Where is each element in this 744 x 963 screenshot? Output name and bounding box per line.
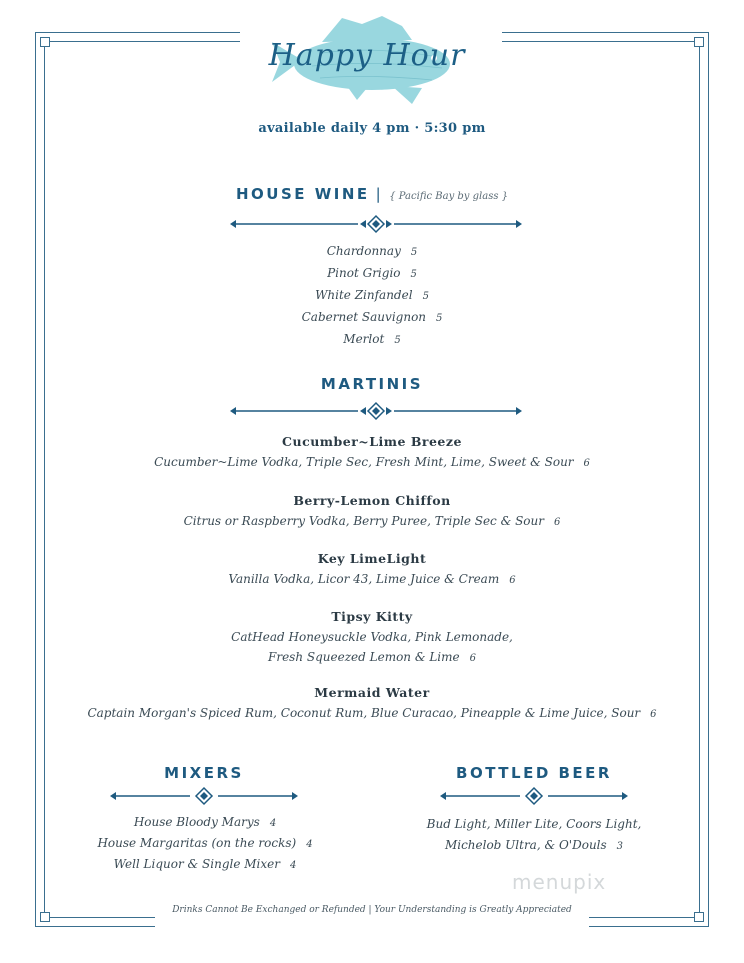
cocktail-item xyxy=(0,549,744,589)
cocktail-item xyxy=(0,607,744,667)
cocktail-desc: Vanilla Vodka, Licor 43, Lime Juice & Cream 6 xyxy=(228,572,516,586)
list-item: Well Liquor & Single Mixer 4 xyxy=(113,857,297,871)
corner-ornament-tl xyxy=(40,37,50,47)
footer-disclaimer: Drinks Cannot Be Exchanged or Refunded | Your Understanding is Greatly Appreciated xyxy=(172,905,572,915)
ornament-divider xyxy=(228,214,524,234)
beer-line-1: Bud Light, Miller Lite, Coors Light, xyxy=(426,817,642,831)
cocktail-name: Key LimeLight xyxy=(317,551,427,566)
bottled-beer-list xyxy=(404,814,664,856)
availability-text: available daily 4 pm · 5:30 pm xyxy=(258,121,486,136)
logo-title: Happy Hour xyxy=(268,38,466,73)
list-item: White Zinfandel 5 xyxy=(315,288,429,302)
mixers-heading: MIXERS xyxy=(164,764,244,782)
ornament-divider xyxy=(438,786,630,806)
house-wine-subtitle: { Pacific Bay by glass } xyxy=(389,191,508,202)
house-wine-title: HOUSE WINE xyxy=(235,185,370,203)
cocktail-item xyxy=(0,491,744,531)
title-separator: | xyxy=(375,185,384,203)
corner-ornament-tr xyxy=(694,37,704,47)
mixers-list xyxy=(80,812,330,875)
cocktail-desc: Citrus or Raspberry Vodka, Berry Puree, Triple Sec & Sour 6 xyxy=(183,514,561,528)
watermark: menupix xyxy=(512,870,607,894)
cocktail-desc: CatHead Honeysuckle Vodka, Pink Lemonade, xyxy=(231,630,513,644)
list-item: Pinot Grigio 5 xyxy=(327,266,417,280)
cocktail-desc-line2: Fresh Squeezed Lemon & Lime 6 xyxy=(268,650,476,664)
cocktail-desc: Captain Morgan's Spiced Rum, Coconut Rum, Blue Curacao, Pineapple & Lime Juice, Sour 6 xyxy=(87,706,657,720)
list-item: House Bloody Marys 4 xyxy=(133,815,277,829)
ornament-divider xyxy=(108,786,300,806)
list-item: Merlot 5 xyxy=(343,332,401,346)
cocktail-desc: Cucumber~Lime Vodka, Triple Sec, Fresh Mint, Lime, Sweet & Sour 6 xyxy=(154,455,590,469)
list-item: Chardonnay 5 xyxy=(326,244,418,258)
martinis-heading: MARTINIS xyxy=(320,375,424,393)
cocktail-name: Berry-Lemon Chiffon xyxy=(293,493,451,508)
list-item: Cabernet Sauvignon 5 xyxy=(301,310,443,324)
list-item: House Margaritas (on the rocks) 4 xyxy=(97,836,313,850)
house-wine-list xyxy=(0,240,744,350)
cocktail-name: Cucumber~Lime Breeze xyxy=(282,434,462,449)
beer-line-2: Michelob Ultra, & O'Douls 3 xyxy=(444,838,624,852)
cocktail-name: Mermaid Water xyxy=(314,685,430,700)
cocktail-name: Tipsy Kitty xyxy=(331,609,413,624)
frame-gap-bottom xyxy=(155,912,589,934)
cocktail-item xyxy=(0,683,744,723)
happy-hour-logo xyxy=(262,8,472,108)
house-wine-heading xyxy=(0,185,744,203)
cocktail-item xyxy=(0,432,744,472)
bottled-beer-heading: BOTTLED BEER xyxy=(456,764,612,782)
ornament-divider xyxy=(228,401,524,421)
